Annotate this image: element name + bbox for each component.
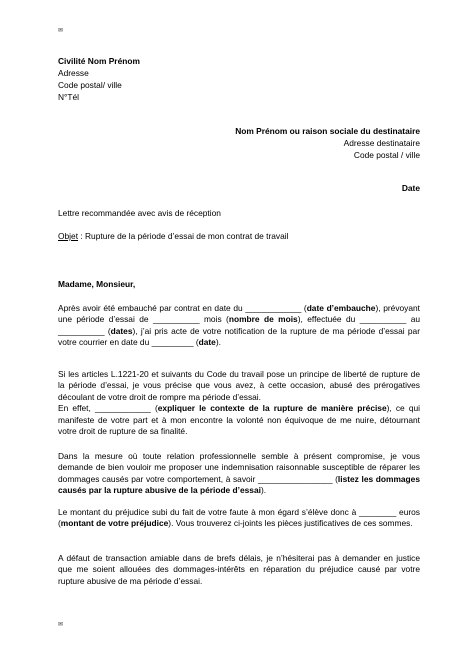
recipient-name: Nom Prénom ou raison sociale du destinataire (235, 126, 420, 136)
object-text: : Rupture de la période d’essai de mon contrat de travail (78, 231, 289, 241)
sender-postal: Code postal/ ville (58, 80, 122, 90)
sender-phone: N°Tél (58, 92, 80, 102)
paragraph-abuse: Si les articles L.1221-20 et suivants du Code du travail pose un principe de liberté de rupture de la période d’essai, je vous précise que vous avez, à cette occasion, abusé des prérogatives découlant de votre droit de rompre ma période d’essai. En effet, ____________ (expliquer le contexte de la rupture de manière précise), ce qui manifeste de votre part et à mon encontre la volonté non équivoque de me nuire, détournant votre droit de rupture de sa finalité. (58, 369, 420, 437)
object-line (58, 231, 288, 242)
object-label: Objet (58, 231, 79, 241)
paragraph-amount: Le montant du préjudice subi du fait de votre faute à mon égard s’élève donc à ________ euros (montant de votre préjudice). Vous trouverez ci-joints les pièces justificatives de ces sommes. (58, 507, 420, 529)
sender-address: Adresse (58, 68, 89, 78)
recipient-address: Adresse destinataire (343, 138, 420, 148)
salutation: Madame, Monsieur, (58, 279, 136, 289)
top-corner-mark: ✉ (58, 28, 64, 34)
paragraph-legal-action: A défaut de transaction amiable dans de brefs délais, je n’hésiterai pas à demander en justice que me soient allouées des dommages-intérêts en réparation du préjudice causé par votre rupture abusive de ma période d’essai. (58, 553, 420, 586)
delivery-mode: Lettre recommandée avec avis de réception (58, 208, 221, 218)
letter-date: Date (401, 183, 420, 193)
recipient-postal: Code postal / ville (353, 150, 420, 160)
paragraph-compensation: Dans la mesure où toute relation professionnelle semble à présent compromise, je vous demande de bien vouloir me proposer une indemnisation raisonnable susceptible de réparer les dommages causés par votre comportement, à savoir ________________ (listez les dommages causés par la rupture abusive de la période d’essai). (58, 451, 420, 496)
paragraph-hiring: Après avoir été embauché par contrat en date du ____________ (date d’embauche), prévoyant une période d’essai de __________ mois (nombre de mois), effectuée du __________ au __________ (dates), j’ai pris acte de votre notification de la rupture de ma période d’essai par votre courrier en date du _________ (date). (58, 303, 421, 348)
bottom-corner-mark: ✉ (58, 622, 64, 628)
sender-name: Civilité Nom Prénom (58, 56, 140, 66)
